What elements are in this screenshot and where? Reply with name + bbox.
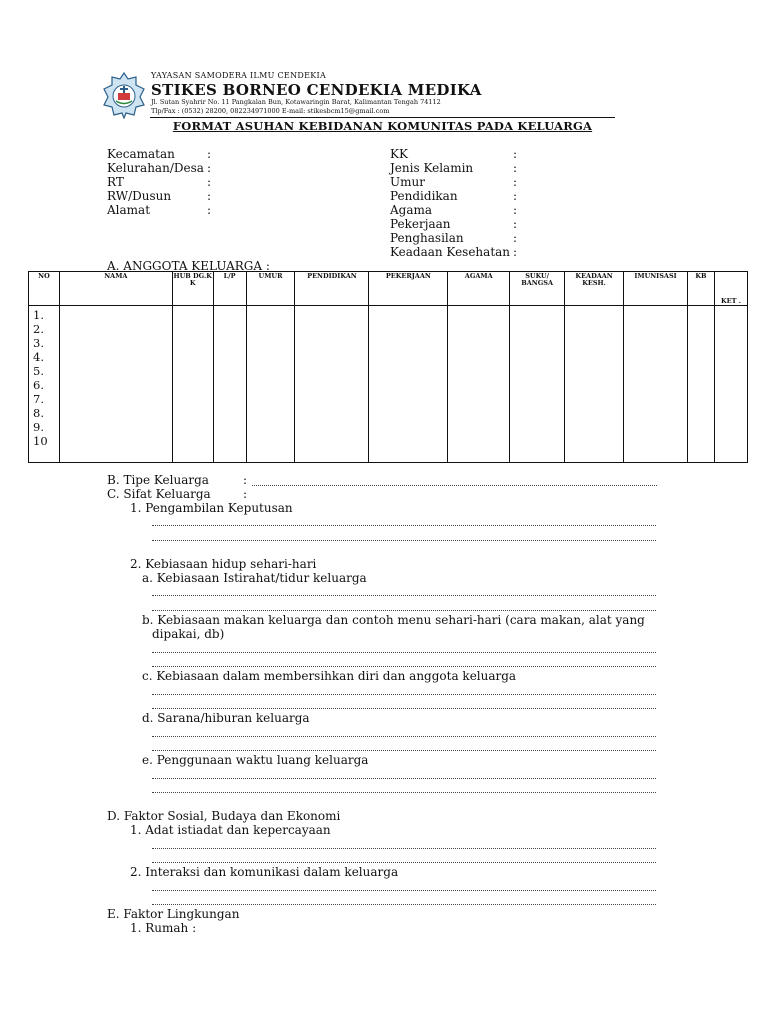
cell-keadaan[interactable] bbox=[565, 306, 624, 463]
cell-nama[interactable] bbox=[59, 306, 172, 463]
colon: : bbox=[207, 147, 212, 161]
row-numbers bbox=[29, 306, 60, 463]
colon: : bbox=[513, 245, 518, 259]
cell-pekerjaan[interactable] bbox=[369, 306, 448, 463]
colon: : bbox=[513, 175, 518, 189]
answer-line[interactable] bbox=[152, 736, 656, 737]
institution-contact: Tlp/Fax : (0532) 28200, 082234971000 E-mail: stikesbcm15@gmail.com bbox=[151, 107, 390, 115]
row-number: 4. bbox=[33, 350, 44, 364]
section-c-sub-e: e. Penggunaan waktu luang keluarga bbox=[142, 753, 369, 767]
colon: : bbox=[513, 189, 518, 203]
institution-name: STIKES BORNEO CENDEKIA MEDIKA bbox=[151, 81, 482, 99]
section-b-answer-line[interactable] bbox=[252, 485, 657, 486]
field-keadaan-kesehatan: Keadaan Kesehatan bbox=[390, 245, 511, 259]
answer-line[interactable] bbox=[152, 750, 656, 751]
answer-line[interactable] bbox=[152, 862, 656, 863]
cell-pendidikan[interactable] bbox=[295, 306, 369, 463]
col-header-suku: SUKU/ BANGSA bbox=[510, 272, 565, 306]
col-header-agama: AGAMA bbox=[448, 272, 510, 306]
section-b-label: B. Tipe Keluarga bbox=[107, 473, 209, 487]
cell-kb[interactable] bbox=[687, 306, 714, 463]
cell-imunisasi[interactable] bbox=[624, 306, 688, 463]
header-rule bbox=[150, 117, 615, 118]
cell-agama[interactable] bbox=[448, 306, 510, 463]
field-pendidikan: Pendidikan bbox=[390, 189, 458, 203]
colon: : bbox=[207, 161, 212, 175]
col-header-nama: NAMA bbox=[59, 272, 172, 306]
field-kecamatan: Kecamatan bbox=[107, 147, 175, 161]
row-number: 8. bbox=[33, 406, 44, 420]
section-b-colon: : bbox=[243, 473, 248, 487]
family-members-table bbox=[28, 271, 748, 463]
cell-suku[interactable] bbox=[510, 306, 565, 463]
col-header-pekerjaan: PEKERJAAN bbox=[369, 272, 448, 306]
row-number: 10 bbox=[33, 434, 48, 448]
row-number: 1. bbox=[33, 308, 44, 322]
answer-line[interactable] bbox=[152, 540, 656, 541]
table-header-row bbox=[29, 272, 748, 306]
section-c-sub-d: d. Sarana/hiburan keluarga bbox=[142, 711, 310, 725]
row-number: 5. bbox=[33, 364, 44, 378]
section-c-sub-a: a. Kebiasaan Istirahat/tidur keluarga bbox=[142, 571, 367, 585]
colon: : bbox=[513, 161, 518, 175]
col-header-hubungan: HUB DG.K K bbox=[172, 272, 213, 306]
answer-line[interactable] bbox=[152, 848, 656, 849]
section-c-sub-b: b. Kebiasaan makan keluarga dan contoh menu sehari-hari (cara makan, alat yang bbox=[142, 613, 645, 627]
section-c-colon: : bbox=[243, 487, 248, 501]
section-e-item-1: 1. Rumah : bbox=[130, 921, 197, 935]
colon: : bbox=[513, 217, 518, 231]
answer-line[interactable] bbox=[152, 666, 656, 667]
row-number: 3. bbox=[33, 336, 44, 350]
answer-line[interactable] bbox=[152, 595, 656, 596]
section-d-item-1: 1. Adat istiadat dan kepercayaan bbox=[130, 823, 331, 837]
section-c-item-1: 1. Pengambilan Keputusan bbox=[130, 501, 293, 515]
colon: : bbox=[207, 175, 212, 189]
cell-lp[interactable] bbox=[213, 306, 246, 463]
institution-address: Jl. Sutan Syahrir No. 11 Pangkalan Bun, Kotawaringin Barat, Kalimantan Tengah 74112 bbox=[151, 98, 441, 106]
answer-line[interactable] bbox=[152, 890, 656, 891]
field-rw: RW/Dusun bbox=[107, 189, 172, 203]
section-c-sub-b-cont: dipakai, db) bbox=[152, 627, 225, 641]
answer-line[interactable] bbox=[152, 708, 656, 709]
col-header-kb: KB bbox=[687, 272, 714, 306]
document-title: FORMAT ASUHAN KEBIDANAN KOMUNITAS PADA KELUARGA bbox=[172, 119, 593, 133]
section-a-title: A. ANGGOTA KELUARGA : bbox=[107, 259, 270, 273]
answer-line[interactable] bbox=[152, 525, 656, 526]
row-number: 2. bbox=[33, 322, 44, 336]
col-header-no: NO bbox=[29, 272, 60, 306]
answer-line[interactable] bbox=[152, 778, 656, 779]
answer-line[interactable] bbox=[152, 694, 656, 695]
field-kelurahan: Kelurahan/Desa bbox=[107, 161, 204, 175]
colon: : bbox=[513, 231, 518, 245]
field-rt: RT bbox=[107, 175, 124, 189]
field-agama: Agama bbox=[390, 203, 433, 217]
colon: : bbox=[207, 203, 212, 217]
table-row bbox=[29, 306, 748, 463]
section-c-label: C. Sifat Keluarga bbox=[107, 487, 211, 501]
section-c-sub-c: c. Kebiasaan dalam membersihkan diri dan anggota keluarga bbox=[142, 669, 517, 683]
col-header-pendidikan: PENDIDIKAN bbox=[295, 272, 369, 306]
field-kk: KK bbox=[390, 147, 408, 161]
section-d-item-2: 2. Interaksi dan komunikasi dalam keluarga bbox=[130, 865, 399, 879]
field-pekerjaan: Pekerjaan bbox=[390, 217, 451, 231]
col-header-keadaan: KEADAAN KESH. bbox=[565, 272, 624, 306]
answer-line[interactable] bbox=[152, 610, 656, 611]
colon: : bbox=[513, 203, 518, 217]
field-alamat: Alamat bbox=[107, 203, 151, 217]
answer-line[interactable] bbox=[152, 904, 656, 905]
cell-umur[interactable] bbox=[246, 306, 295, 463]
section-d-label: D. Faktor Sosial, Budaya dan Ekonomi bbox=[107, 809, 341, 823]
section-e-label: E. Faktor Lingkungan bbox=[107, 907, 240, 921]
answer-line[interactable] bbox=[152, 652, 656, 653]
answer-line[interactable] bbox=[152, 792, 656, 793]
section-c-item-2: 2. Kebiasaan hidup sehari-hari bbox=[130, 557, 317, 571]
col-header-lp: L/P bbox=[213, 272, 246, 306]
cell-hubungan[interactable] bbox=[172, 306, 213, 463]
row-number: 7. bbox=[33, 392, 44, 406]
field-umur: Umur bbox=[390, 175, 425, 189]
colon: : bbox=[207, 189, 212, 203]
row-number: 9. bbox=[33, 420, 44, 434]
col-header-imunisasi: IMUNISASI bbox=[624, 272, 688, 306]
col-header-umur: UMUR bbox=[246, 272, 295, 306]
colon: : bbox=[513, 147, 518, 161]
field-penghasilan: Penghasilan bbox=[390, 231, 464, 245]
foundation-name: YAYASAN SAMODERA ILMU CENDEKIA bbox=[151, 71, 327, 80]
col-header-ket: KET . bbox=[714, 272, 747, 306]
cell-ket[interactable] bbox=[714, 306, 747, 463]
institution-logo bbox=[102, 71, 146, 119]
field-jenis-kelamin: Jenis Kelamin bbox=[390, 161, 474, 175]
row-number: 6. bbox=[33, 378, 44, 392]
